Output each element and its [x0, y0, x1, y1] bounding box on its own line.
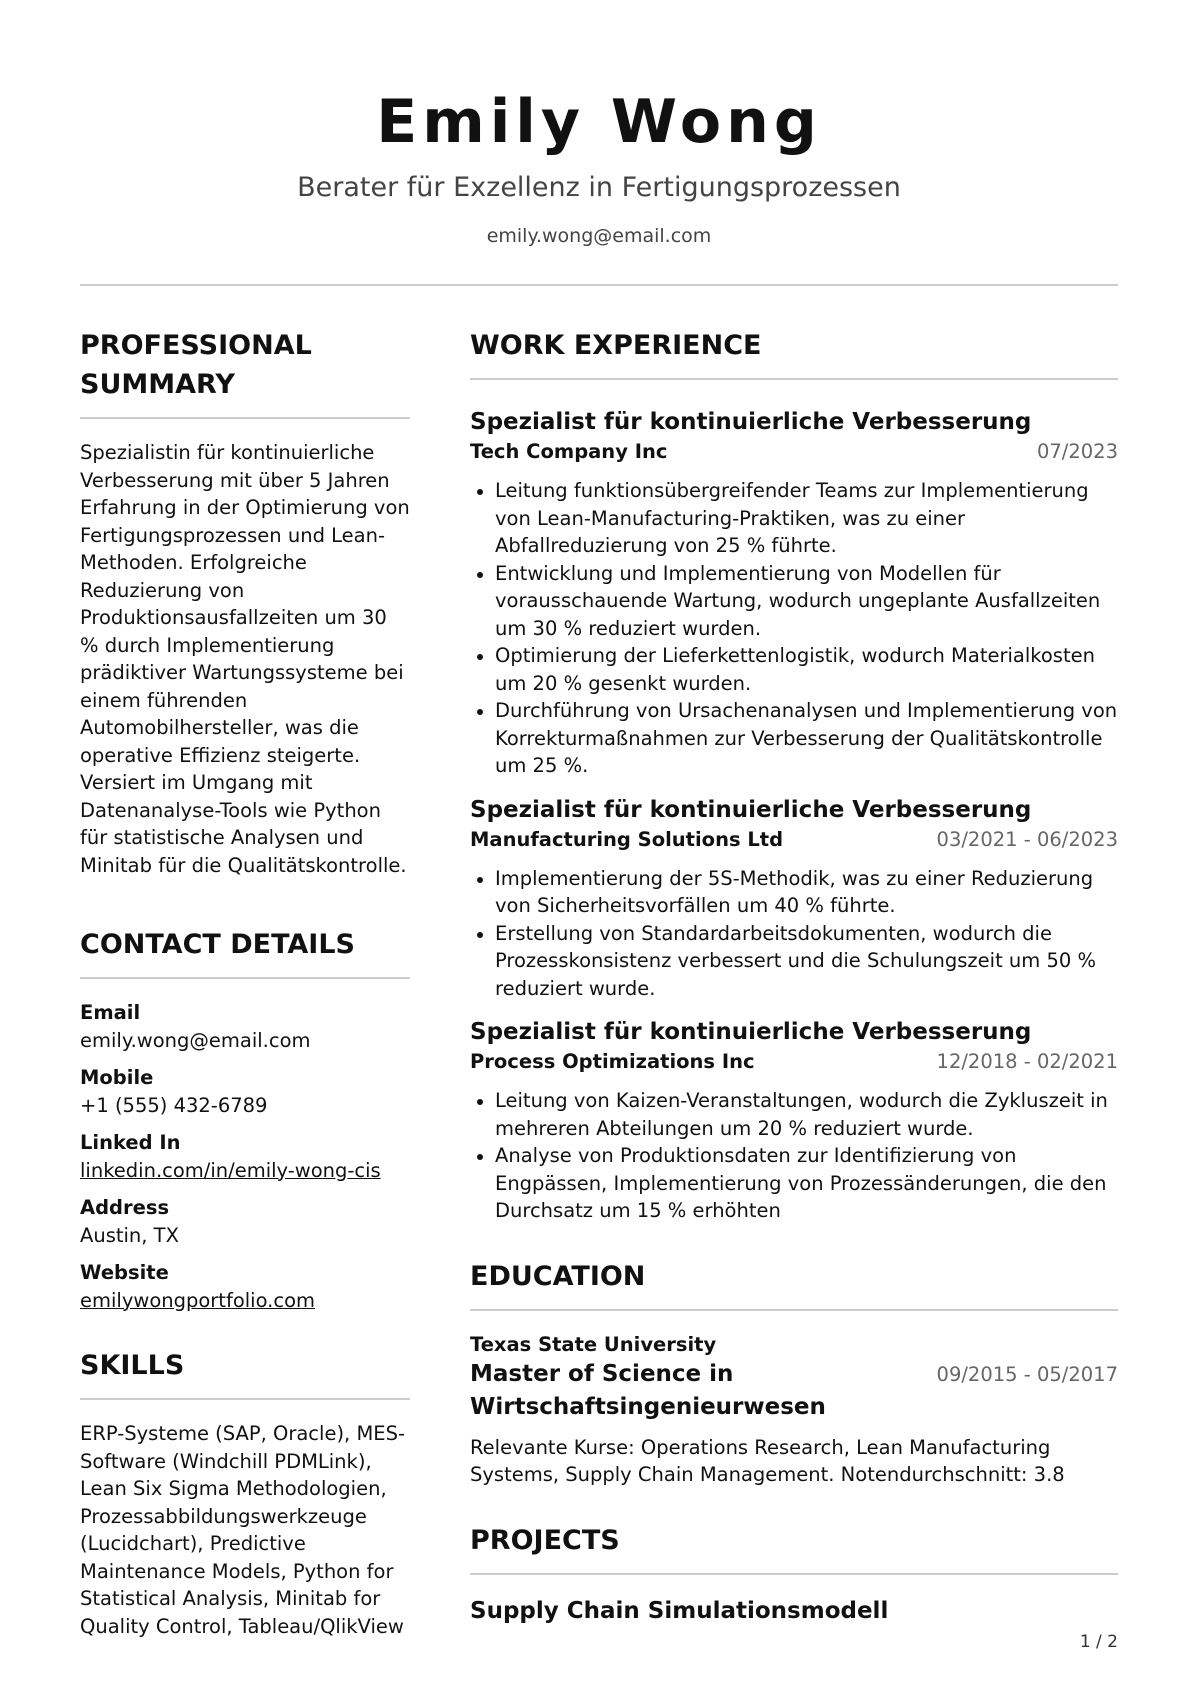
- education-date: 09/2015 - 05/2017: [936, 1362, 1118, 1386]
- bullet-dot-icon: [477, 877, 483, 883]
- bullet-text: Analyse von Produktionsdaten zur Identifizierung von Engpässen, Implementierung von Prozessänderungen, die den Durchsatz um 15 % erhöhten: [495, 1144, 1107, 1222]
- job-company: Process Optimizations Inc: [470, 1050, 755, 1073]
- bullet-text: Optimierung der Lieferkettenlogistik, wodurch Materialkosten um 20 % gesenkt wurden.: [495, 644, 1095, 695]
- bullet-text: Durchführung von Ursachenanalysen und Implementierung von Korrekturmaßnahmen zur Verbesserung der Qualitätskontrolle um 25 %.: [495, 699, 1118, 777]
- header-email[interactable]: emily.wong@email.com: [486, 225, 712, 247]
- job-date: 03/2021 - 06/2023: [936, 827, 1118, 851]
- job-title: Spezialist für kontinuierliche Verbesserung: [470, 1019, 1032, 1045]
- contact-label: Mobile: [80, 1066, 154, 1089]
- contact-email-value[interactable]: emily.wong@email.com: [80, 1028, 311, 1052]
- bullet-text: Entwicklung und Implementierung von Modellen für vorausschauende Wartung, wodurch ungeplante Ausfallzeiten um 30 % reduziert wurden.: [495, 561, 1101, 640]
- list-item: [470, 920, 1118, 1003]
- bullet-dot-icon: [477, 1154, 483, 1160]
- education-meta: [470, 1358, 1118, 1424]
- job-meta: [470, 826, 1118, 853]
- bullet-dot-icon: [477, 932, 483, 938]
- project-title: Supply Chain Simulationsmodell: [470, 1597, 889, 1624]
- summary-heading: [80, 326, 410, 404]
- contact-label: Linked In: [80, 1131, 181, 1154]
- job-entry: [470, 406, 1118, 780]
- education-school: Texas State University: [470, 1332, 717, 1356]
- professional-summary-section: [80, 326, 410, 879]
- contact-website: [80, 1259, 410, 1314]
- website-link[interactable]: emilywongportfolio.com: [80, 1288, 316, 1312]
- projects-section: [470, 1521, 1118, 1627]
- skills-heading: SKILLS: [80, 1350, 185, 1381]
- section-divider: [470, 1309, 1118, 1311]
- list-item: [470, 697, 1118, 780]
- job-entry: [470, 794, 1118, 1003]
- job-bullets: [470, 865, 1118, 1003]
- left-column: [80, 326, 410, 1640]
- contact-mobile-value: +1 (555) 432-6789: [80, 1093, 268, 1117]
- education-degree: Master of Science in Wirtschaftsingenieurwesen: [470, 1360, 826, 1420]
- section-divider: [80, 977, 410, 979]
- list-item: [470, 560, 1118, 643]
- contact-address: [80, 1194, 410, 1249]
- summary-heading-line2: SUMMARY: [80, 369, 235, 400]
- list-item: [470, 642, 1118, 697]
- job-company: Manufacturing Solutions Ltd: [470, 827, 784, 851]
- summary-text: Spezialistin für kontinuierliche Verbesserung mit über 5 Jahren Erfahrung in der Optimierung von Fertigungsprozessen und Lean-Methoden. Erfolgreiche Reduzierung von Produktionsausfallzeiten um 30 % durch Implementierung prädiktiver Wartungssysteme bei einem führenden Automobilhersteller, was die operative Effizienz steigerte. Versiert im Umgang mit Datenanalyse-Tools wie Python für statistische Analysen und Minitab für die Qualitätskontrolle.: [80, 441, 410, 877]
- job-entry: [470, 1016, 1118, 1225]
- list-item: [470, 1142, 1118, 1225]
- skills-section: [80, 1346, 410, 1640]
- contact-mobile: [80, 1064, 410, 1119]
- summary-heading-line1: PROFESSIONAL: [80, 330, 312, 361]
- job-title: Spezialist für kontinuierliche Verbesserung: [470, 796, 1032, 823]
- resume-header: [80, 80, 1118, 250]
- section-divider: [470, 378, 1118, 380]
- candidate-name: Emily Wong: [376, 87, 822, 157]
- experience-heading: WORK EXPERIENCE: [470, 330, 762, 361]
- section-divider: [80, 417, 410, 419]
- skills-text: ERP-Systeme (SAP, Oracle), MES-Software (Windchill PDMLink), Lean Six Sigma Methodologien, Prozessabbildungswerkzeuge (Lucidchart), Predictive Maintenance Models, Python for Statistical Analysis, Minitab for Quality Control, Tableau/QlikView: [80, 1422, 406, 1638]
- bullet-dot-icon: [477, 1099, 483, 1105]
- page-number: 1 / 2: [1079, 1632, 1118, 1652]
- bullet-dot-icon: [477, 489, 483, 495]
- contact-email: [80, 999, 410, 1054]
- contact-linkedin: [80, 1129, 410, 1184]
- candidate-role: Berater für Exzellenz in Fertigungsprozessen: [297, 172, 901, 203]
- bullet-text: Erstellung von Standardarbeitsdokumenten, wodurch die Prozesskonsistenz verbessert und die Schulungszeit um 50 % reduziert wurde.: [495, 921, 1097, 1000]
- linkedin-link[interactable]: linkedin.com/in/emily-wong-cis: [80, 1158, 381, 1182]
- contact-heading: CONTACT DETAILS: [80, 929, 355, 960]
- bullet-dot-icon: [477, 654, 483, 660]
- section-divider: [80, 1398, 410, 1400]
- job-bullets: [470, 477, 1118, 780]
- bullet-text: Implementierung der 5S-Methodik, was zu einer Reduzierung von Sicherheitsvorfällen um 40 % führte.: [495, 866, 1094, 917]
- job-date: 07/2023: [1036, 440, 1118, 463]
- bullet-text: Leitung von Kaizen-Veranstaltungen, wodurch die Zykluszeit in mehreren Abteilungen um 20 % reduziert wurde.: [495, 1089, 1108, 1140]
- list-item: [470, 477, 1118, 560]
- job-company: Tech Company Inc: [470, 440, 668, 463]
- education-heading: EDUCATION: [470, 1260, 646, 1292]
- education-section: [470, 1257, 1118, 1489]
- job-meta: [470, 1048, 1118, 1075]
- bullet-dot-icon: [477, 572, 483, 578]
- contact-details-section: [80, 925, 410, 1314]
- projects-heading: PROJECTS: [470, 1524, 620, 1556]
- contact-label: Address: [80, 1196, 170, 1219]
- contact-label: Website: [80, 1261, 169, 1284]
- bullet-text: Leitung funktionsübergreifender Teams zur Implementierung von Lean-Manufacturing-Praktiken, was zu einer Abfallreduzierung von 25 % führte.: [495, 479, 1089, 557]
- bullet-dot-icon: [477, 709, 483, 715]
- job-bullets: [470, 1087, 1118, 1225]
- section-divider: [470, 1573, 1118, 1575]
- list-item: [470, 865, 1118, 920]
- job-title: Spezialist für kontinuierliche Verbesserung: [470, 409, 1032, 435]
- right-column: [470, 326, 1118, 1627]
- header-divider: [80, 284, 1118, 286]
- contact-address-value: Austin, TX: [80, 1223, 179, 1247]
- contact-label: Email: [80, 1001, 141, 1024]
- work-experience-section: [470, 326, 1118, 1225]
- job-date: 12/2018 - 02/2021: [936, 1050, 1118, 1073]
- job-meta: [470, 438, 1118, 465]
- list-item: [470, 1087, 1118, 1142]
- education-description: Relevante Kurse: Operations Research, Lean Manufacturing Systems, Supply Chain Management. Notendurchschnitt: 3.8: [470, 1435, 1065, 1486]
